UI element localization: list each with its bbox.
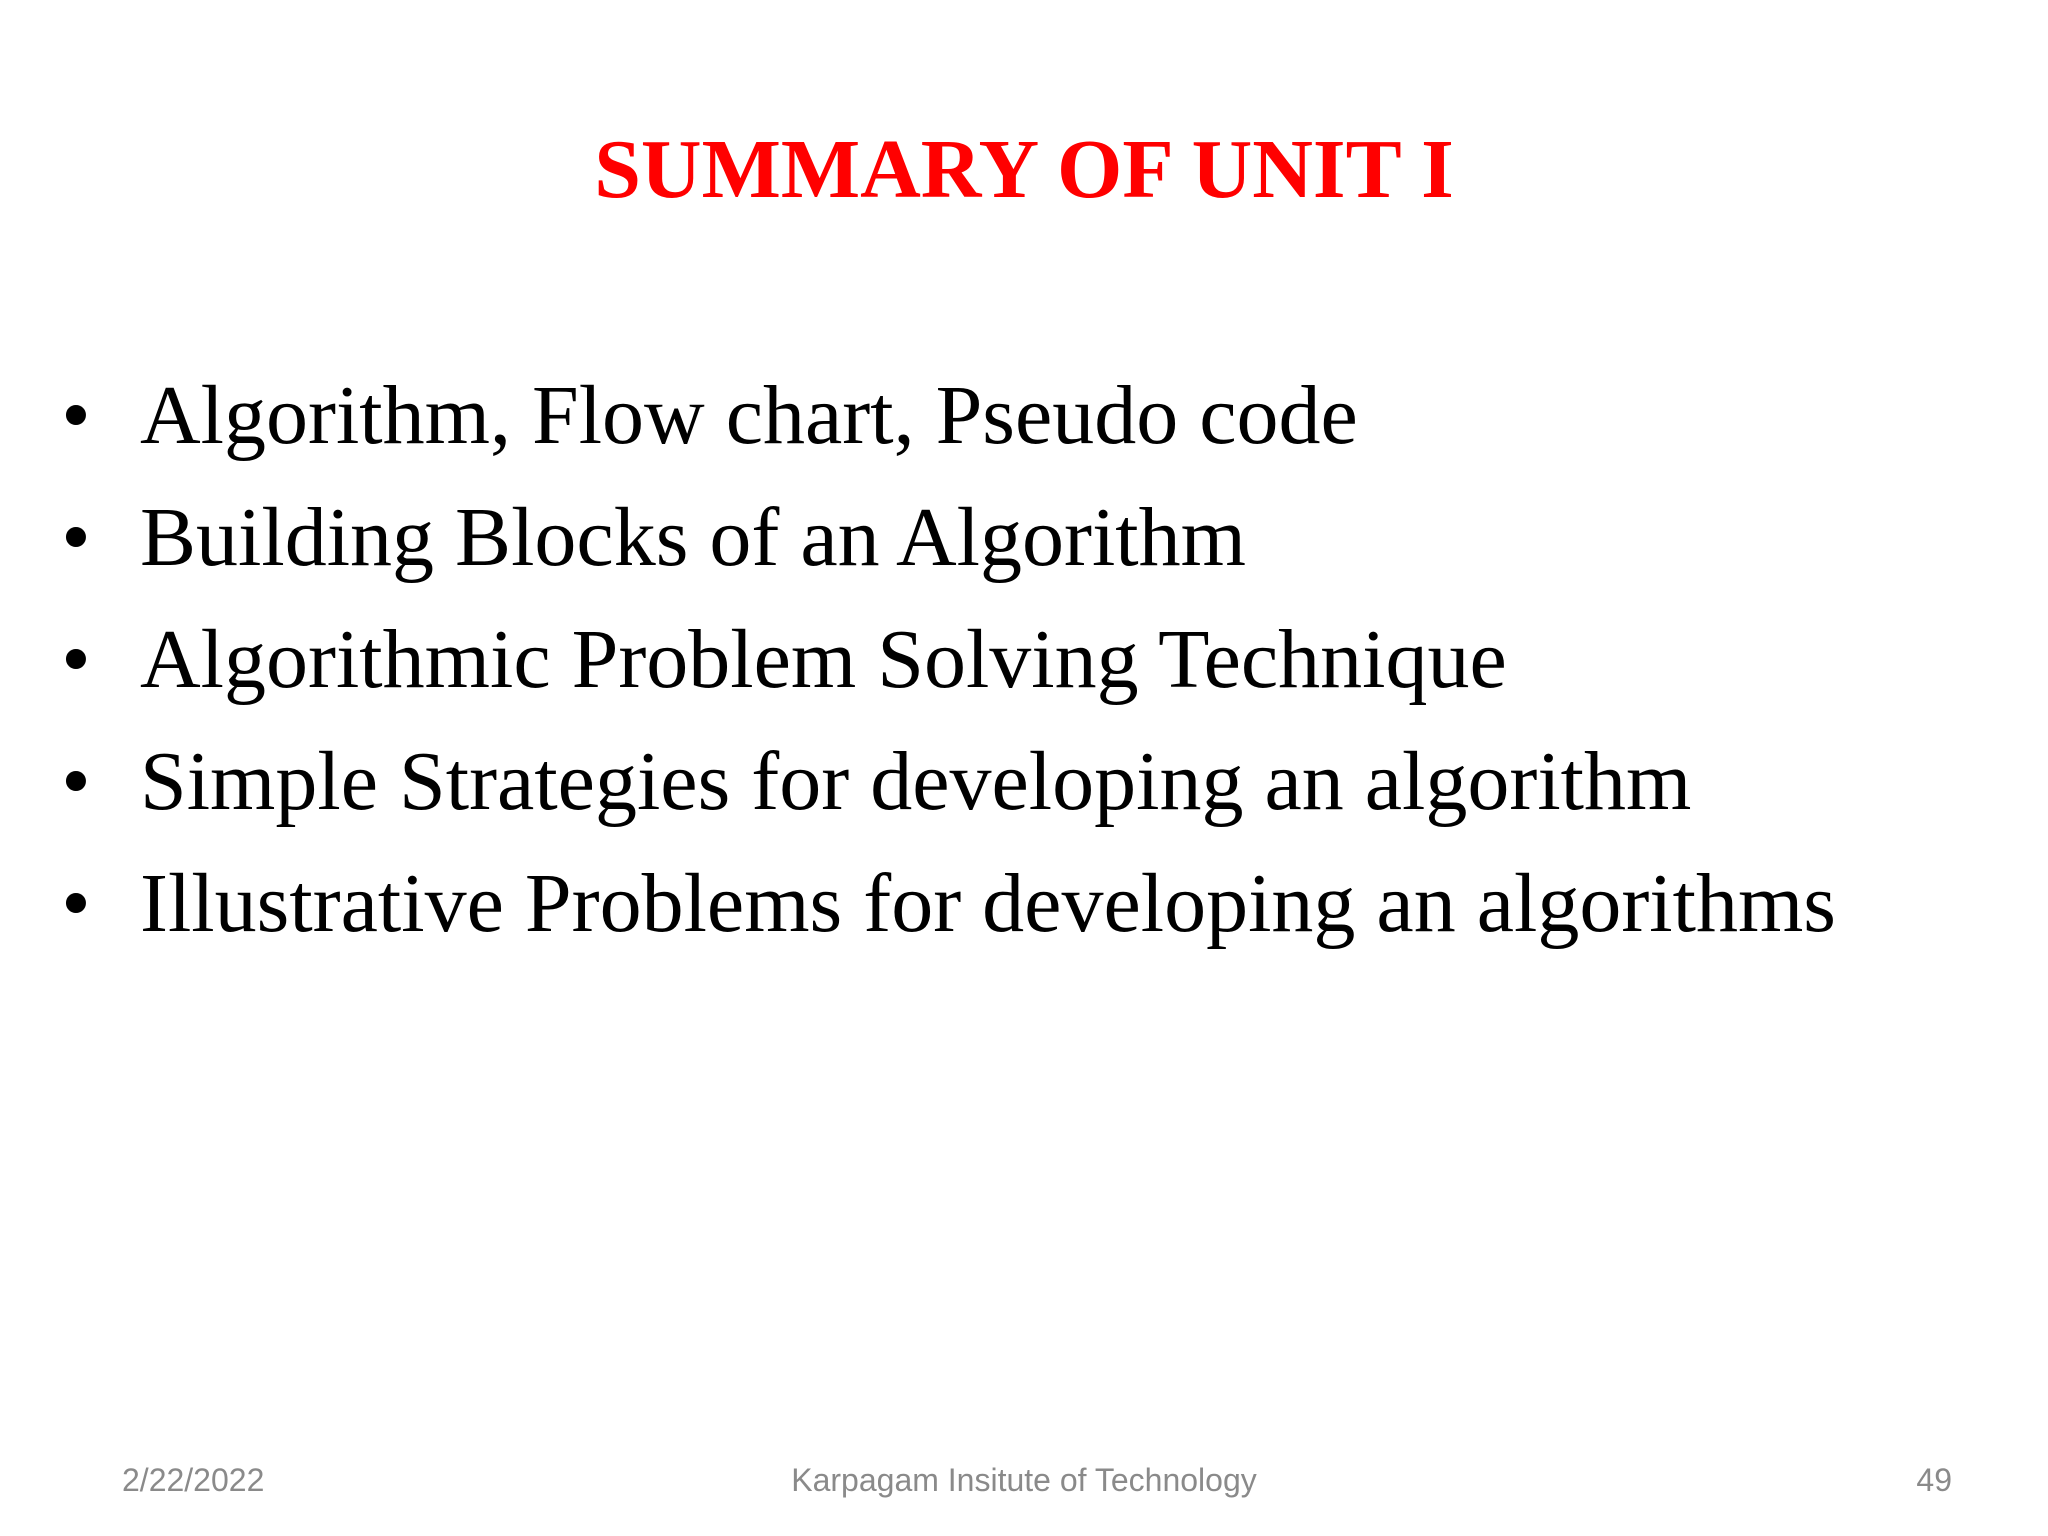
list-item-text: Algorithmic Problem Solving Technique bbox=[140, 613, 1507, 706]
bullet-icon: • bbox=[61, 369, 91, 462]
list-item-text: Simple Strategies for developing an algorithm bbox=[140, 735, 1692, 828]
slide-title: SUMMARY OF UNIT I bbox=[594, 123, 1454, 216]
page-number: 49 bbox=[1916, 1462, 1952, 1498]
list-item bbox=[56, 599, 1836, 721]
list-item bbox=[56, 477, 1836, 599]
list-item-text: Illustrative Problems for developing an algorithms bbox=[140, 857, 1836, 950]
list-item-text: Building Blocks of an Algorithm bbox=[140, 491, 1246, 584]
list-item-text: Algorithm, Flow chart, Pseudo code bbox=[140, 369, 1358, 462]
bullet-icon: • bbox=[61, 613, 91, 706]
footer-institution: Karpagam Insitute of Technology bbox=[791, 1462, 1257, 1498]
bullet-icon: • bbox=[61, 735, 91, 828]
bullet-icon: • bbox=[61, 857, 91, 950]
footer-date: 2/22/2022 bbox=[122, 1462, 265, 1498]
bullet-icon: • bbox=[61, 491, 91, 584]
list-item bbox=[56, 843, 1836, 965]
list-item bbox=[56, 355, 1836, 477]
list-item bbox=[56, 721, 1836, 843]
bullet-list bbox=[56, 355, 1836, 965]
